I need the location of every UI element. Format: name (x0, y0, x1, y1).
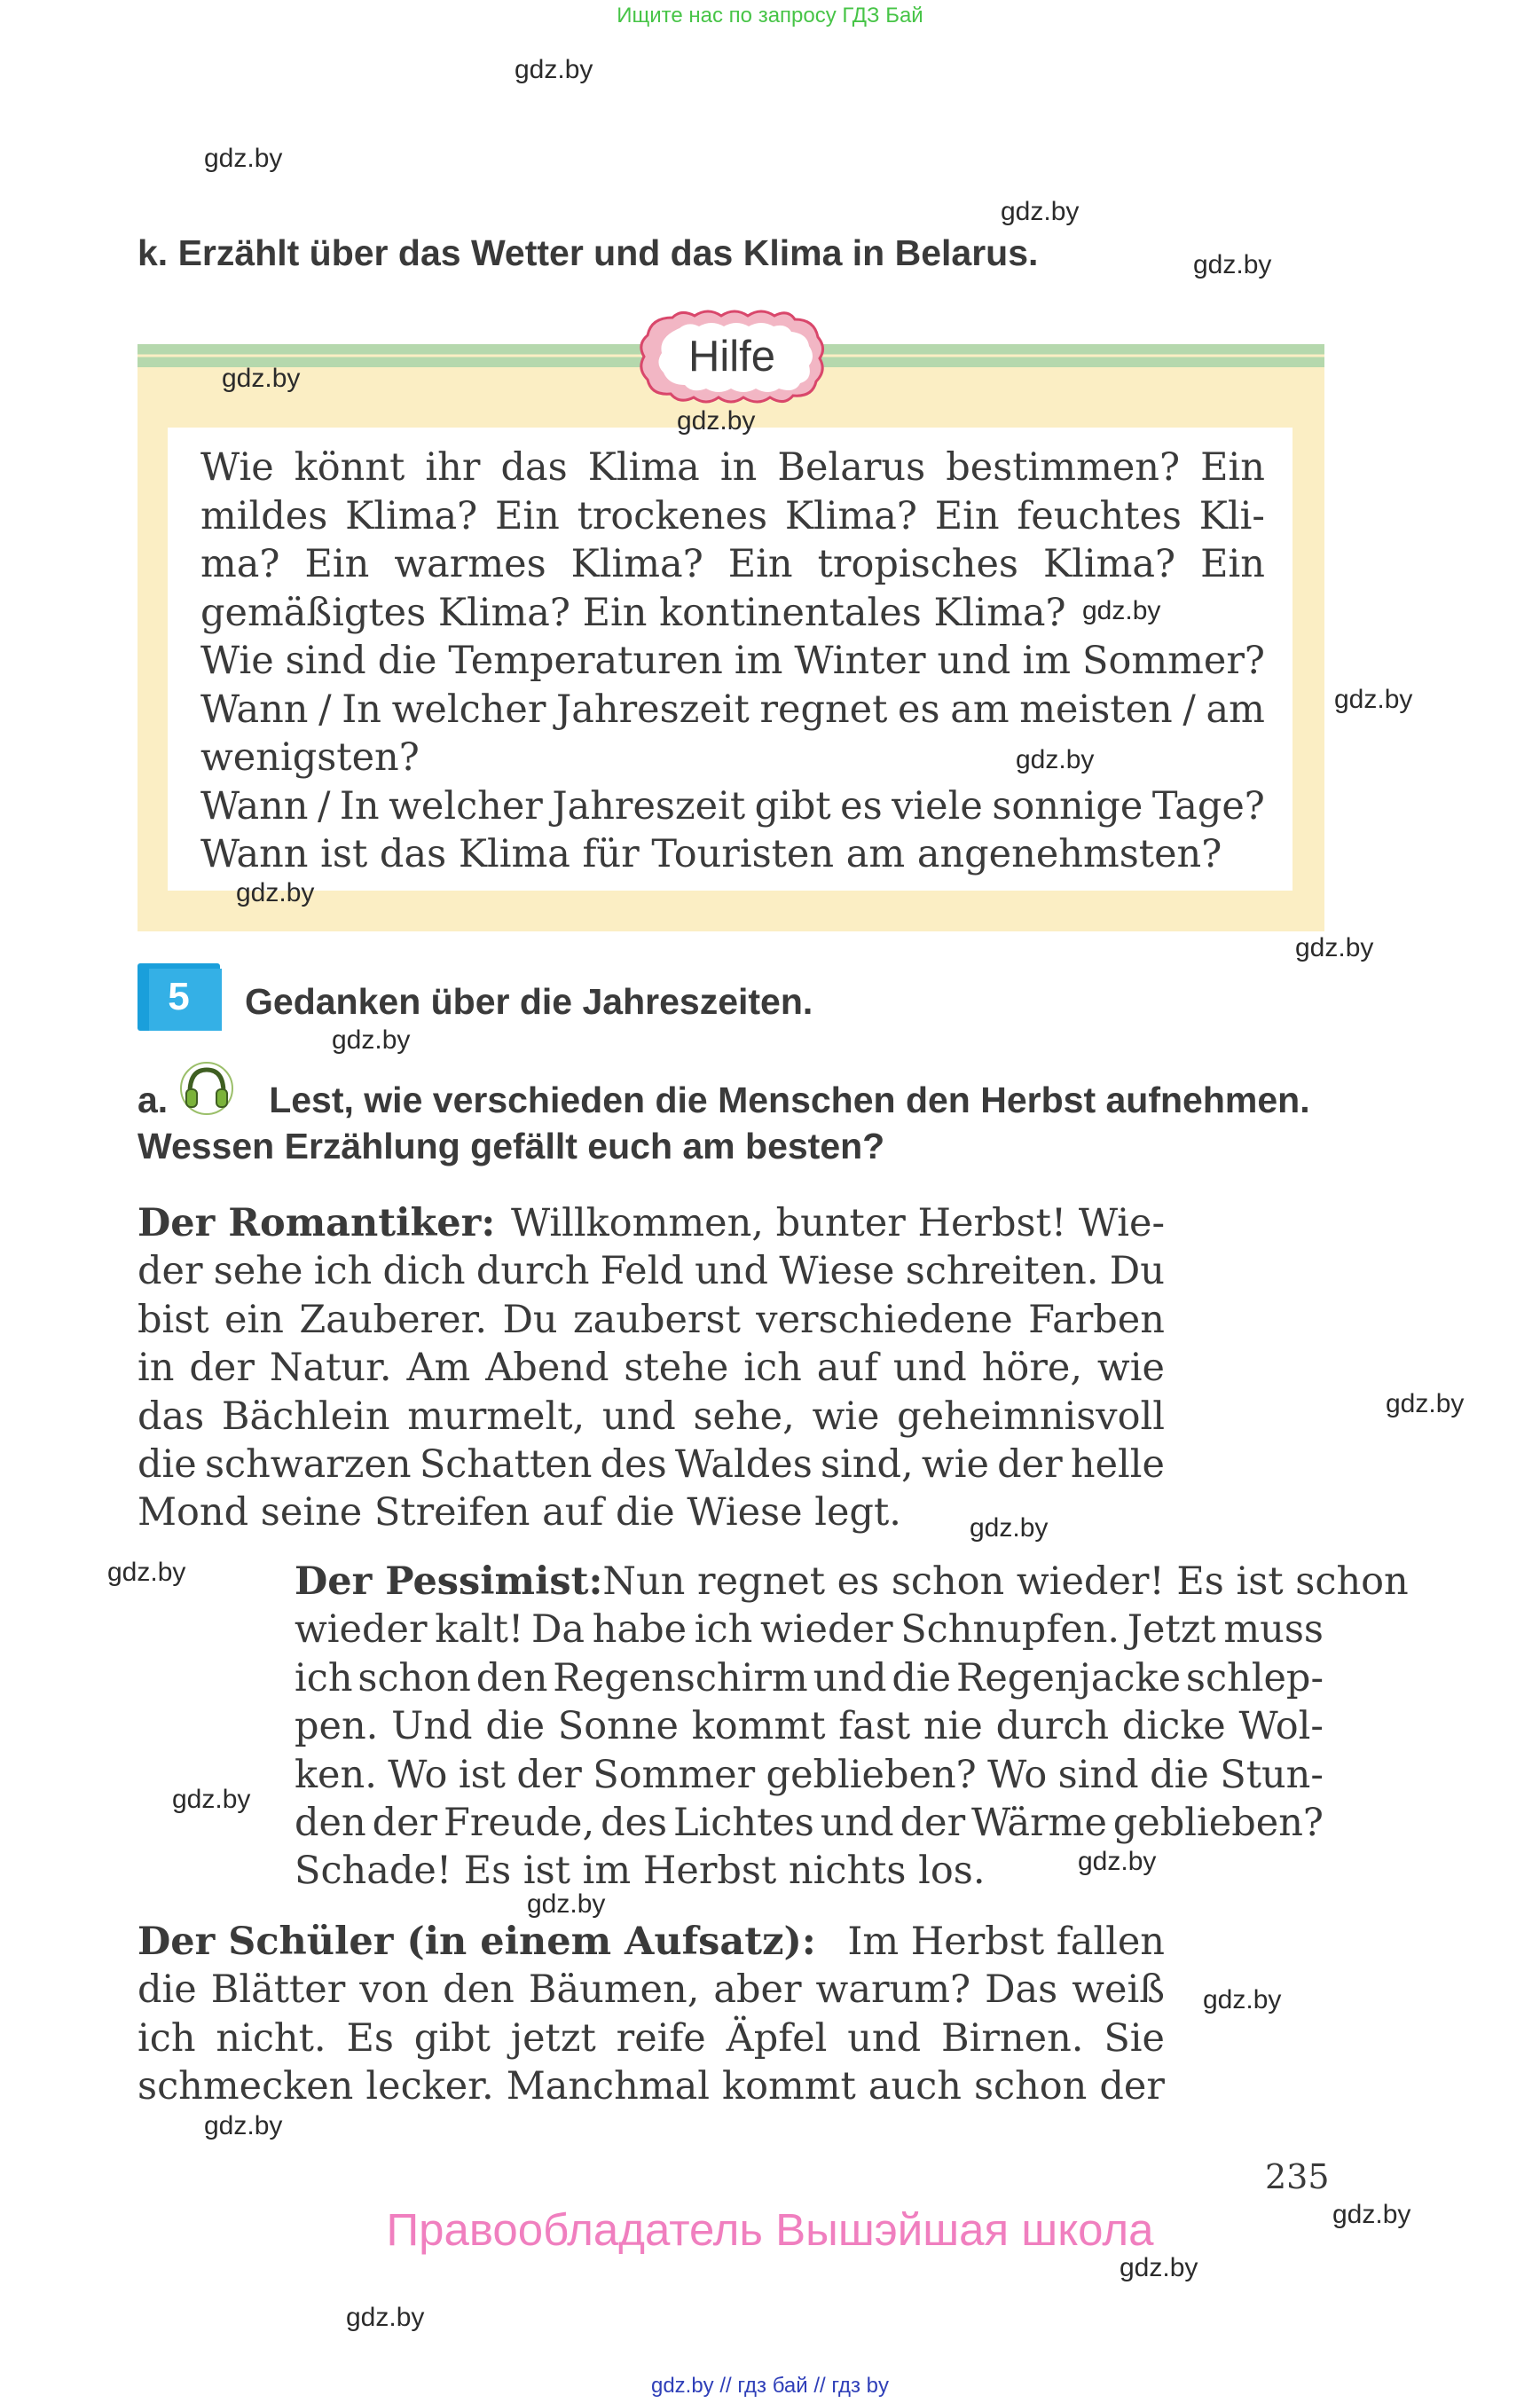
watermark: gdz.by (970, 1513, 1049, 1543)
word: Ein (727, 542, 793, 586)
page-number: 235 (1265, 2157, 1330, 2196)
word: am (1206, 687, 1265, 732)
word: Zauberer. (299, 1297, 488, 1342)
word: Wärme (971, 1801, 1107, 1846)
word: im (734, 639, 783, 683)
exercise-title: Gedanken über die Jahreszeiten. (245, 981, 813, 1022)
word: kommt (722, 2064, 856, 2109)
hilfe-label: Hilfe (688, 333, 776, 381)
word: Wie (200, 639, 274, 683)
word: viele (892, 783, 983, 828)
word: des (600, 1442, 667, 1488)
word: dicke (1121, 1704, 1226, 1749)
word: es (898, 687, 940, 732)
word: Kli- (1198, 493, 1265, 538)
word: Äpfel (726, 2015, 828, 2061)
word: Ein (494, 493, 560, 538)
word: Jetzt (1127, 1607, 1216, 1653)
word: Sommer (593, 1752, 756, 1797)
word: in (138, 1346, 175, 1391)
word: Waldes (674, 1442, 813, 1488)
speaker-pessimist: Der Pessimist: (295, 1559, 603, 1604)
speaker-schueler: Der Schüler (in einem Aufsatz): (138, 1920, 816, 1964)
hilfe-line (200, 444, 1265, 492)
headphones-icon[interactable] (179, 1061, 234, 1116)
word: und (695, 1249, 769, 1294)
word: Belarus (777, 445, 926, 490)
watermark: gdz.by (1016, 745, 1095, 774)
pessimist-line (295, 1799, 1324, 1847)
word: Stun- (1220, 1752, 1324, 1797)
word: gibt (413, 2015, 491, 2061)
task-k-heading: k. Erzählt über das Wetter und das Klima in Belarus. (138, 232, 1039, 273)
word: ich (743, 1346, 802, 1391)
word: durch (995, 1704, 1110, 1749)
word: den (295, 1801, 366, 1846)
word: Wo (987, 1752, 1048, 1797)
word: verschiedene (756, 1297, 1013, 1342)
word: schreiten. (905, 1249, 1099, 1294)
word: zauberst (573, 1297, 741, 1342)
word: Sonne (557, 1704, 679, 1749)
word: und (847, 2015, 922, 2061)
word: / (1182, 687, 1196, 732)
word: geblieben? (766, 1752, 977, 1797)
word: schmecken (138, 2064, 354, 2109)
speaker-romantiker: Der Romantiker: (138, 1201, 496, 1245)
word: wie (812, 1394, 880, 1439)
romantiker-line (138, 1344, 1165, 1392)
word: Klima (587, 445, 700, 490)
word: weiß (1072, 1967, 1165, 2013)
word: ma? (200, 542, 280, 586)
romantiker-line (138, 1393, 1165, 1441)
pessimist-paragraph (295, 1558, 1409, 1896)
word: regnet (759, 687, 888, 732)
word: die (377, 639, 437, 683)
schueler-line (138, 1966, 1165, 2014)
word: sonnige (992, 783, 1143, 828)
task-a-instruction (138, 1077, 1310, 1169)
word: / (317, 783, 331, 828)
word: welcher (389, 783, 543, 828)
word: schon (973, 2064, 1088, 2109)
word: helle (1070, 1442, 1165, 1488)
word: stehe (624, 1346, 729, 1391)
word: der (900, 1801, 966, 1846)
word: Klima? (570, 542, 703, 586)
word: Wo (388, 1752, 448, 1797)
word: auf (816, 1346, 878, 1391)
word: fast (838, 1704, 911, 1749)
word: Das (985, 1967, 1058, 2013)
romantiker-line (138, 1441, 1165, 1488)
word: der (372, 1801, 438, 1846)
watermark: gdz.by (332, 1025, 411, 1055)
word: Ein (1200, 542, 1265, 586)
schueler-paragraph (138, 1918, 1165, 2111)
word: und (813, 1655, 887, 1700)
word: die (1150, 1752, 1209, 1797)
word: Temperaturen (448, 639, 723, 683)
word: ken. (295, 1752, 377, 1797)
word: und (937, 639, 1011, 683)
word: aber (713, 1967, 802, 2013)
word: Wiese (779, 1249, 895, 1294)
word: Bächlein (221, 1394, 390, 1439)
word: trockenes (577, 493, 768, 538)
watermark: gdz.by (1295, 933, 1374, 962)
word: am (950, 687, 1010, 732)
watermark: gdz.by (527, 1889, 606, 1919)
word: ein (224, 1297, 284, 1342)
word: schon (358, 1655, 471, 1700)
hilfe-line (200, 637, 1265, 686)
word: Schnupfen. (900, 1607, 1120, 1653)
task-a-letter: a. (138, 1080, 169, 1120)
hilfe-line: gemäßigtes Klima? Ein kontinentales Klima? (200, 590, 1066, 635)
word: tropisches (817, 542, 1018, 586)
word: der (189, 1346, 255, 1391)
word: jetzt (510, 2015, 596, 2061)
hilfe-line (200, 492, 1265, 541)
word: des (601, 1801, 668, 1846)
word: Natur. (269, 1346, 392, 1391)
word: gibt (754, 783, 831, 828)
watermark: gdz.by (107, 1558, 186, 1587)
pessimist-line (295, 1751, 1324, 1799)
word: Regenjacke (955, 1655, 1182, 1700)
word: In (342, 687, 381, 732)
word: Am (406, 1346, 471, 1391)
schueler-first-line: Im Herbst fallen (847, 1920, 1165, 1964)
hilfe-line (200, 782, 1265, 831)
word: wieder (759, 1607, 893, 1653)
word: Winter (794, 639, 926, 683)
watermark: gdz.by (1386, 1389, 1465, 1418)
word: schlep- (1185, 1655, 1324, 1700)
word: die (138, 1967, 197, 2013)
word: Du (1109, 1249, 1165, 1294)
hilfe-line (200, 686, 1265, 734)
word: kommt (691, 1704, 826, 1749)
schueler-line (138, 2014, 1165, 2062)
romantiker-line (138, 1247, 1165, 1295)
word: die (892, 1655, 952, 1700)
word: warum? (815, 1967, 971, 2013)
word: nicht. (216, 2015, 326, 2061)
word: wie (1096, 1346, 1165, 1391)
word: Abend (485, 1346, 609, 1391)
hilfe-line (200, 540, 1265, 589)
task-a-line1: Lest, wie verschieden die Menschen den Herbst aufnehmen. (269, 1080, 1310, 1120)
word: ich (295, 1655, 353, 1700)
word: Ein (1200, 445, 1265, 490)
word: und (820, 1801, 894, 1846)
romantiker-line: Mond seine Streifen auf die Wiese legt. (138, 1490, 901, 1535)
word: in (719, 445, 758, 490)
word: im (1022, 639, 1071, 683)
word: sind (1057, 1752, 1139, 1797)
romantiker-paragraph (138, 1199, 1165, 1537)
pessimist-line (295, 1702, 1324, 1750)
word: Klima? (345, 493, 478, 538)
watermark: gdz.by (1001, 197, 1080, 226)
watermark: gdz.by (222, 364, 301, 393)
word: dich (382, 1249, 466, 1294)
word: Du (502, 1297, 558, 1342)
word: Bäumen, (528, 1967, 700, 2013)
watermark: gdz.by (346, 2303, 425, 2332)
top-banner[interactable]: Ищите нас по запросу ГДЗ Бай (617, 4, 923, 27)
word: der (997, 1442, 1063, 1488)
word: ihr (425, 445, 481, 490)
word: meisten (1019, 687, 1173, 732)
word: Und (391, 1704, 473, 1749)
watermark: gdz.by (1120, 2253, 1198, 2282)
word: Schatten (419, 1442, 593, 1488)
word: es (840, 783, 883, 828)
word: Sommer? (1081, 639, 1265, 683)
word: der (138, 1249, 203, 1294)
watermark: gdz.by (204, 144, 283, 173)
word: warmes (394, 542, 546, 586)
watermark: gdz.by (172, 1785, 251, 1814)
exercise-number: 5 (168, 975, 190, 1018)
watermark: gdz.by (1078, 1847, 1157, 1876)
word: höre, (981, 1346, 1082, 1391)
word: In (339, 783, 380, 828)
task-a-line2: Wessen Erzählung gefällt euch am besten? (138, 1126, 885, 1166)
word: Sie (1104, 2015, 1165, 2061)
word: mildes (200, 493, 328, 538)
footer-links[interactable]: gdz.by // гдз бай // гдз by (650, 2374, 890, 2398)
word: könnt (294, 445, 405, 490)
word: sehe, (693, 1394, 795, 1439)
word: wieder (295, 1607, 428, 1653)
word: Ein (304, 542, 370, 586)
word: sehe (213, 1249, 303, 1294)
word: Farben (1028, 1297, 1165, 1342)
word: lecker. (365, 2064, 494, 2109)
word: durch (475, 1249, 590, 1294)
word: sind (285, 639, 366, 683)
word: Ein (934, 493, 1000, 538)
word: welcher (391, 687, 546, 732)
word: feuchtes (1017, 493, 1182, 538)
pessimist-line (295, 1654, 1324, 1702)
word: geblieben? (1112, 1801, 1324, 1846)
word: Manchmal (506, 2064, 710, 2109)
watermark: gdz.by (236, 878, 315, 907)
word: Klima? (784, 493, 917, 538)
word: den (475, 1655, 548, 1700)
word: von (359, 1967, 429, 2013)
word: Wol- (1238, 1704, 1324, 1749)
word: schwarzen (204, 1442, 412, 1488)
word: ich (694, 1607, 753, 1653)
word: Feld (600, 1249, 684, 1294)
word: wie (921, 1442, 989, 1488)
word: Lichtes (673, 1801, 814, 1846)
word: Wann (200, 783, 309, 828)
romantiker-line (138, 1296, 1165, 1344)
watermark: gdz.by (1203, 1985, 1282, 2014)
word: ich (313, 1249, 373, 1294)
word: Birnen. (941, 2015, 1084, 2061)
pessimist-line: Schade! Es ist im Herbst nichts los. (295, 1849, 986, 1894)
watermark: gdz.by (1082, 596, 1161, 625)
watermark: gdz.by (515, 55, 593, 84)
word: sind, (820, 1442, 914, 1488)
hilfe-questions (200, 444, 1265, 879)
word: habe (592, 1607, 688, 1653)
word: bestimmen? (946, 445, 1181, 490)
pessimist-first-line: Nun regnet es schon wieder! Es ist schon (602, 1559, 1409, 1604)
word: bist (138, 1297, 209, 1342)
word: Jahreszeit (556, 687, 750, 732)
schueler-line (138, 2062, 1165, 2110)
word: ich (138, 2015, 196, 2061)
word: und (892, 1346, 967, 1391)
hilfe-line: wenigsten? (200, 735, 420, 780)
word: Wann (200, 687, 309, 732)
word: murmelt, (407, 1394, 585, 1439)
word: kalt! (435, 1607, 524, 1653)
word: die (485, 1704, 546, 1749)
watermark: gdz.by (1334, 685, 1413, 714)
word: der (516, 1752, 582, 1797)
word: das (500, 445, 568, 490)
word: Klima? (1043, 542, 1176, 586)
word: Jahreszeit (552, 783, 746, 828)
word: muss (1223, 1607, 1324, 1653)
word: Wie (200, 445, 274, 490)
word: reife (616, 2015, 706, 2061)
watermark: gdz.by (677, 406, 756, 436)
word: und (601, 1394, 676, 1439)
word: / (318, 687, 332, 732)
hilfe-line: Wann ist das Klima für Touristen am angenehmsten? (200, 832, 1222, 876)
word: pen. (295, 1704, 379, 1749)
word: der (1099, 2064, 1165, 2109)
word: die (138, 1442, 197, 1488)
copyright-notice: Правообладатель Вышэйшая школа (386, 2204, 1154, 2255)
word: Da (530, 1607, 585, 1653)
word: ist (458, 1752, 506, 1797)
word: Tage? (1151, 783, 1265, 828)
word: Freude, (443, 1801, 595, 1846)
pessimist-line (295, 1606, 1324, 1653)
word: Regenschirm (553, 1655, 808, 1700)
word: geheimnisvoll (897, 1394, 1165, 1439)
word: Es (346, 2015, 394, 2061)
watermark: gdz.by (1193, 250, 1272, 279)
word: das (138, 1394, 205, 1439)
word: nie (923, 1704, 983, 1749)
word: Blätter (210, 1967, 346, 2013)
watermark: gdz.by (204, 2111, 283, 2140)
word: den (443, 1967, 515, 2013)
romantiker-first-line: Willkommen, bunter Herbst! Wie- (510, 1201, 1165, 1245)
watermark: gdz.by (1332, 2200, 1411, 2229)
word: auch (868, 2064, 962, 2109)
